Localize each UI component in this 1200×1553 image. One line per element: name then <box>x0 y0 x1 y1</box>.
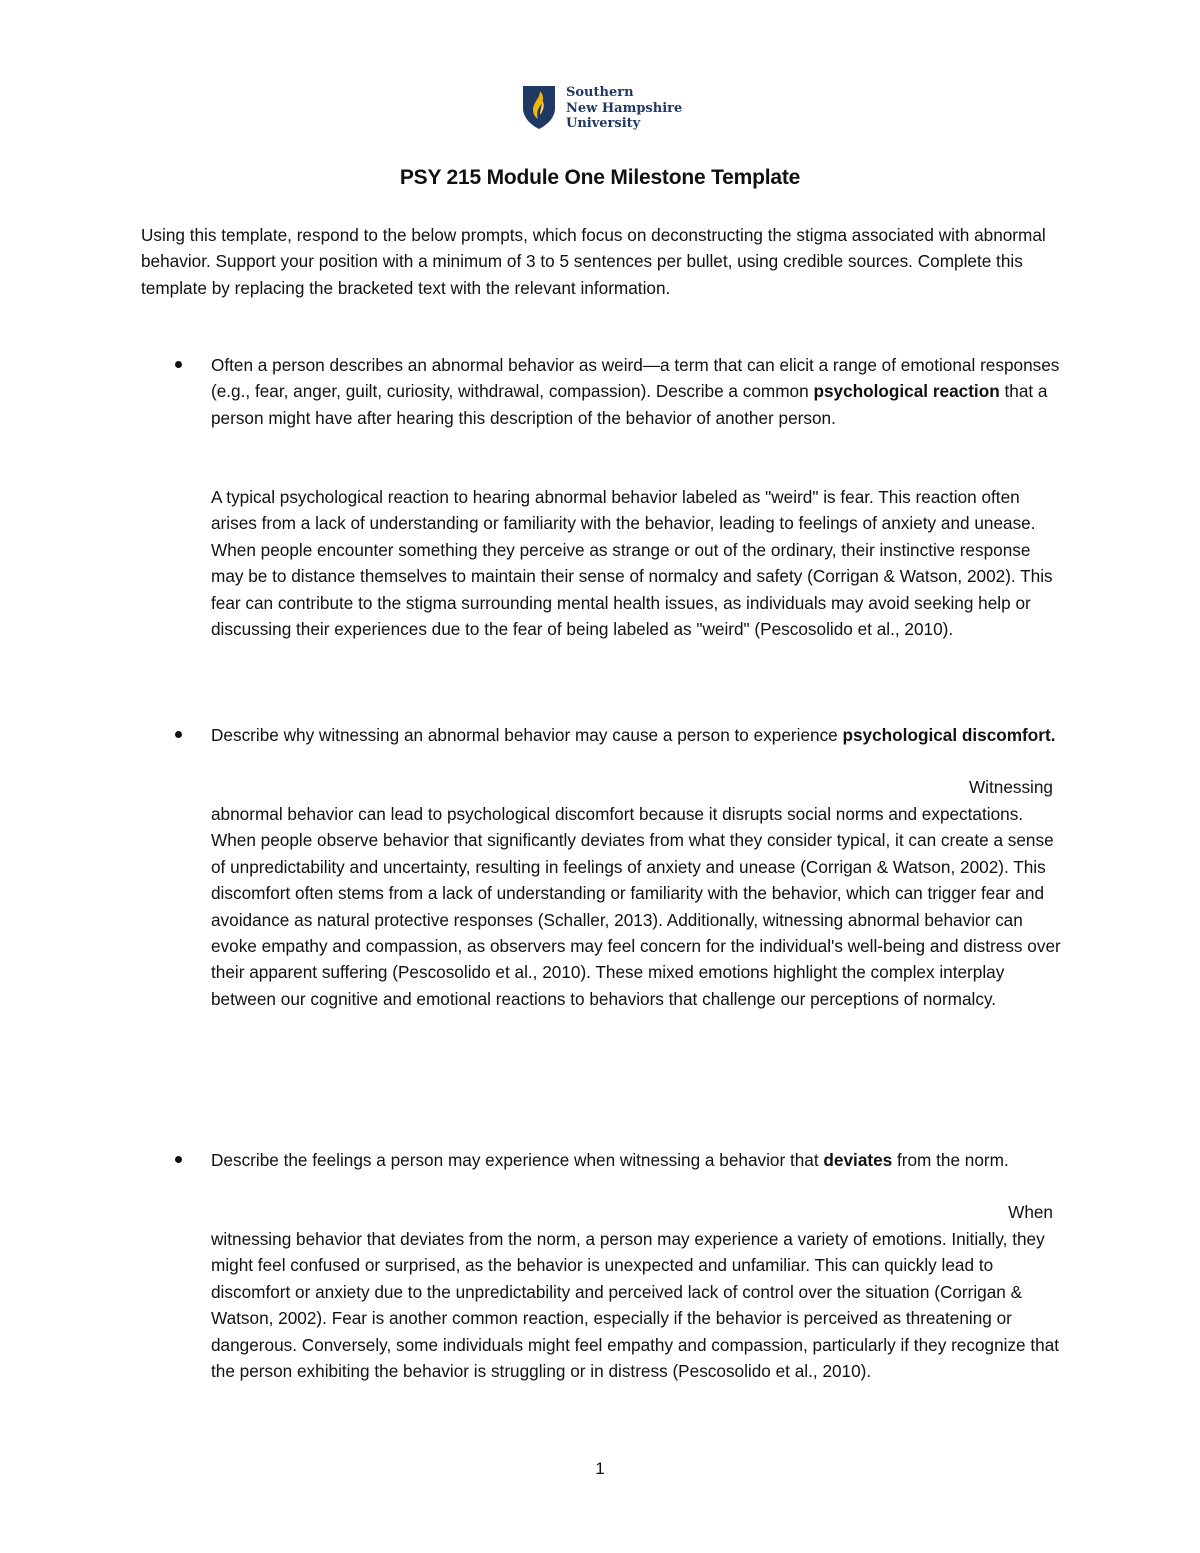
logo-line-3: University <box>566 116 641 131</box>
prompt-2-bold: psychological discomfort. <box>842 725 1056 745</box>
prompt-2-text: Describe why witnessing an abnormal behavior may cause a person to experience <box>211 725 843 745</box>
bullet-marker-3 <box>175 1150 185 1160</box>
prompt-3-bold: deviates <box>823 1150 893 1170</box>
page-number: 1 <box>595 1459 605 1478</box>
answer-2: abnormal behavior can lead to psychological discomfort because it disrupts social norms and expectations. When people observe behavior that significantly deviates from what they consider typical, it can create a sense of unpredictability and uncertainty, resulting in feelings of anxiety and unease (Corrigan & Watson, 2002). This discomfort often stems from a lack of understanding or familiarity with the behavior, which can trigger fear and avoidance as natural protective responses (Schaller, 2013). Additionally, witnessing abnormal behavior can evoke empathy and compassion, as observers may feel concern for the individual's well-being and distress over their apparent suffering (Pescosolido et al., 2010). These mixed emotions highlight the complex interplay between our cognitive and emotional reactions to behaviors that challenge our perceptions of normalcy. <box>211 804 1061 1009</box>
logo-line-2: New Hampshire <box>566 100 683 116</box>
intro-paragraph: Using this template, respond to the below prompts, which focus on deconstructing the stigma associated with abnormal behavior. Support your position with a minimum of 3 to 5 sentences per bullet, using credible sources. Complete this template by replacing the bracketed text with the relevant information. <box>141 225 1046 298</box>
document-title: PSY 215 Module One Milestone Template <box>399 166 801 189</box>
answer-3-first-word: When <box>1008 1202 1053 1222</box>
shield-flame-icon <box>521 84 557 130</box>
prompt-1-bold: psychological reaction <box>813 381 1000 402</box>
answer-2-first-word: Witnessing <box>968 777 1053 797</box>
bullet-prompt-3 <box>211 1147 1061 1173</box>
answer-1: A typical psychological reaction to hearing abnormal behavior labeled as "weird" is fear. This reaction often arises from a lack of understanding or familiarity with the behavior, leading to feelings of anxiety and unease. When people encounter something they perceive as strange or out of the ordinary, their instinctive response may be to distance themselves to maintain their sense of normalcy and safety (Corrigan & Watson, 2002). This fear can contribute to the stigma surrounding mental health issues, as individuals may avoid seeking help or discussing their experiences due to the fear of being labeled as "weird" (Pescosolido et al., 2010). <box>211 487 1053 640</box>
university-logo <box>521 84 701 134</box>
answer-3: witnessing behavior that deviates from the norm, a person may experience a variety of emotions. Initially, they might feel confused or surprised, as the behavior is unexpected and unfamiliar. This can quickly lead to discomfort or anxiety due to the unpredictability and perceived lack of control over the situation (Corrigan & Watson, 2002). Fear is another common reaction, especially if the behavior is perceived as threatening or dangerous. Conversely, some individuals might feel empathy and compassion, particularly if they recognize that the person exhibiting the behavior is struggling or in distress (Pescosolido et al., 2010). <box>211 1229 1060 1382</box>
prompt-3-text: Describe the feelings a person may experience when witnessing a behavior that <box>211 1150 824 1170</box>
logo-line-1: Southern <box>566 85 634 100</box>
bullet-prompt-1 <box>211 352 1061 431</box>
logo-wordmark <box>566 85 682 132</box>
bullet-prompt-2 <box>211 722 1061 748</box>
bullet-marker-2 <box>175 725 185 735</box>
prompt-1-text: Often a person describes an abnormal behavior as weird—a term that can elicit a range of emotional responses (e.g., fear, anger, guilt, curiosity, withdrawal, compassion). Describe a common <box>211 355 1060 402</box>
prompt-1-text-end: that a person might have after hearing this description of the behavior of another person. <box>211 381 1048 428</box>
prompt-3-text-end: from the norm. <box>892 1150 1009 1170</box>
bullet-marker-1 <box>175 355 185 365</box>
